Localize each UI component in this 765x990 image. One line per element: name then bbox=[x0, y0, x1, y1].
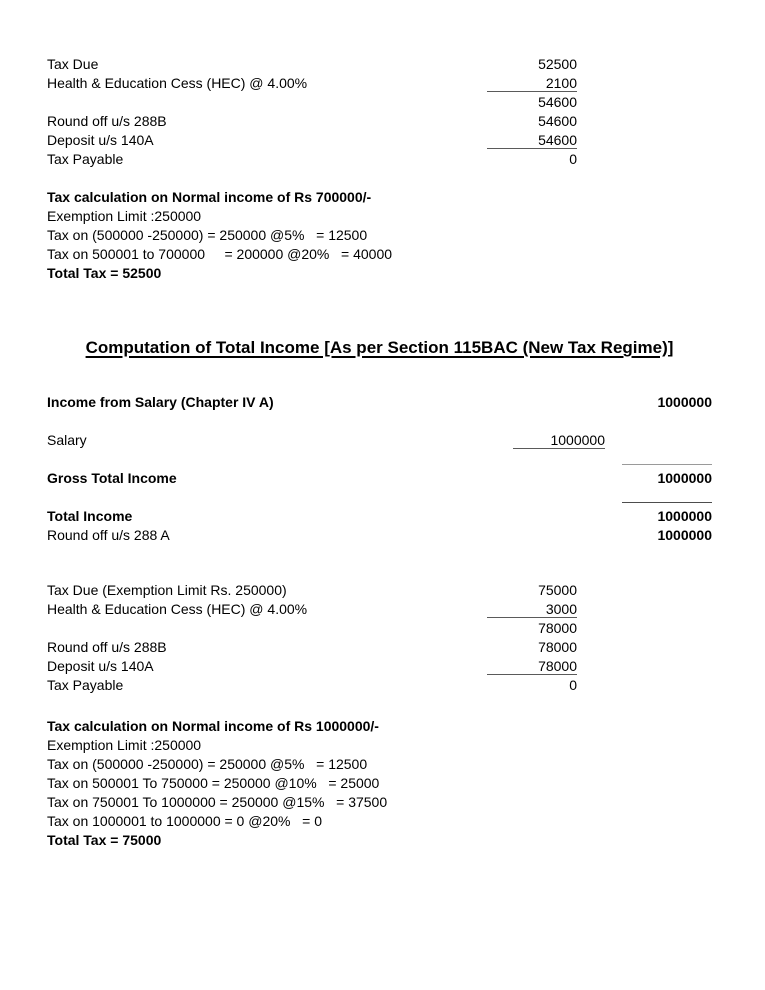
table-row bbox=[0, 469, 765, 488]
row-value: 54600 bbox=[538, 94, 577, 110]
table-row bbox=[0, 74, 765, 93]
row-value: 78000 bbox=[538, 639, 577, 655]
tax-calc-total: Total Tax = 52500 bbox=[47, 265, 162, 281]
row-label: Round off u/s 288 A bbox=[47, 527, 170, 543]
table-row bbox=[0, 507, 765, 526]
row-value: 1000000 bbox=[657, 527, 712, 543]
row-label: Salary bbox=[47, 432, 87, 448]
table-row bbox=[0, 619, 765, 638]
table-row bbox=[0, 112, 765, 131]
income-section bbox=[0, 393, 765, 545]
row-value: 1000000 bbox=[513, 431, 605, 449]
tax-summary-2 bbox=[0, 581, 765, 695]
table-row bbox=[0, 600, 765, 619]
row-value: 1000000 bbox=[657, 470, 712, 486]
section-heading bbox=[47, 338, 712, 358]
table-row bbox=[0, 657, 765, 676]
tax-calc-line: Tax on (500000 -250000) = 250000 @5% = 12500 bbox=[47, 756, 368, 772]
tax-calc-line: Exemption Limit :250000 bbox=[47, 737, 202, 753]
total-rule bbox=[622, 502, 712, 503]
row-label: Deposit u/s 140A bbox=[47, 658, 154, 674]
tax-calc-title: Tax calculation on Normal income of Rs 1000000/- bbox=[47, 718, 379, 734]
row-label: Income from Salary (Chapter IV A) bbox=[47, 394, 274, 410]
row-label: Tax Payable bbox=[47, 677, 124, 693]
table-row bbox=[0, 55, 765, 74]
tax-calc-1 bbox=[0, 188, 765, 283]
tax-calc-line: Tax on 500001 To 750000 = 250000 @10% = 25000 bbox=[47, 775, 380, 791]
row-value: 0 bbox=[569, 677, 577, 693]
tax-summary-1 bbox=[0, 55, 765, 169]
table-row bbox=[0, 526, 765, 545]
total-rule bbox=[622, 464, 712, 465]
tax-calc-line: Exemption Limit :250000 bbox=[47, 208, 202, 224]
table-row bbox=[0, 581, 765, 600]
row-value: 78000 bbox=[487, 657, 577, 675]
row-label: Tax Due bbox=[47, 56, 99, 72]
table-row bbox=[0, 393, 765, 412]
table-row bbox=[0, 131, 765, 150]
row-label: Health & Education Cess (HEC) @ 4.00% bbox=[47, 75, 308, 91]
spacer-row bbox=[0, 488, 765, 507]
row-label: Tax Payable bbox=[47, 151, 124, 167]
tax-calc-line: Tax on 500001 to 700000 = 200000 @20% = 40000 bbox=[47, 246, 393, 262]
spacer-row bbox=[0, 450, 765, 469]
tax-calc-title: Tax calculation on Normal income of Rs 700000/- bbox=[47, 189, 372, 205]
tax-calc-2 bbox=[0, 717, 765, 850]
row-label: Gross Total Income bbox=[47, 470, 177, 486]
table-row bbox=[0, 676, 765, 695]
table-row bbox=[0, 93, 765, 112]
tax-calc-line: Tax on 750001 To 1000000 = 250000 @15% = 37500 bbox=[47, 794, 388, 810]
tax-calc-line: Tax on 1000001 to 1000000 = 0 @20% = 0 bbox=[47, 813, 322, 829]
row-label: Total Income bbox=[47, 508, 133, 524]
row-value: 52500 bbox=[538, 56, 577, 72]
row-value: 2100 bbox=[487, 74, 577, 92]
row-value: 0 bbox=[569, 151, 577, 167]
row-label: Tax Due (Exemption Limit Rs. 250000) bbox=[47, 582, 287, 598]
table-row bbox=[0, 431, 765, 450]
spacer-row bbox=[0, 412, 765, 431]
tax-calc-total: Total Tax = 75000 bbox=[47, 832, 162, 848]
row-label: Deposit u/s 140A bbox=[47, 132, 154, 148]
table-row bbox=[0, 150, 765, 169]
section-heading-text: Computation of Total Income [As per Section 115BAC (New Tax Regime)] bbox=[85, 338, 674, 357]
row-value: 54600 bbox=[538, 113, 577, 129]
row-value: 3000 bbox=[487, 600, 577, 618]
row-value: 1000000 bbox=[657, 508, 712, 524]
row-label: Health & Education Cess (HEC) @ 4.00% bbox=[47, 601, 308, 617]
row-value: 78000 bbox=[538, 620, 577, 636]
row-label: Round off u/s 288B bbox=[47, 113, 167, 129]
table-row bbox=[0, 638, 765, 657]
tax-calc-line: Tax on (500000 -250000) = 250000 @5% = 12500 bbox=[47, 227, 368, 243]
row-value: 1000000 bbox=[657, 394, 712, 410]
row-value: 54600 bbox=[487, 131, 577, 149]
row-value: 75000 bbox=[538, 582, 577, 598]
row-label: Round off u/s 288B bbox=[47, 639, 167, 655]
